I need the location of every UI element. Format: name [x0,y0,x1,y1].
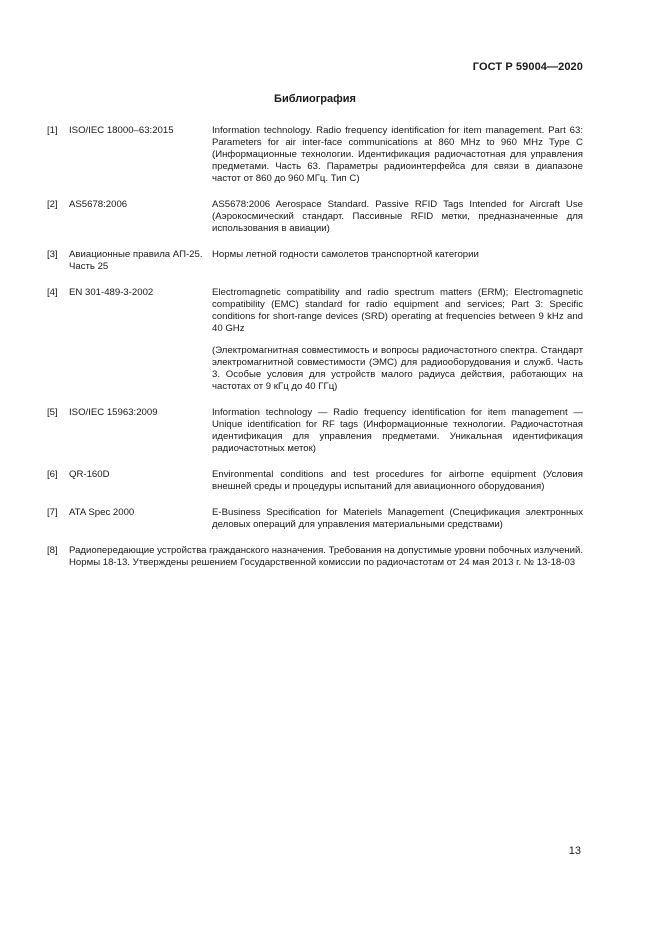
page-number: 13 [568,845,581,857]
reference-description [212,407,583,455]
reference-number: [5] [47,407,58,418]
reference-text: E-Business Specification for Materiels Management (Спецификация электронных деловых операций для управления материальными средствами) [212,507,583,530]
reference-number: [8] [47,545,58,556]
reference-description [212,469,583,493]
reference-text: Electromagnetic compatibility and radio spectrum matters (ERM); Electromagnetic compatibility (EMC) standard for radio equipment and services; Part 3: Specific conditions for short-range devices (SRD) operating at frequencies between 9 kHz and 40 GHz [212,287,583,334]
reference-description [212,199,583,235]
reference-description [212,125,583,185]
reference-description [212,287,583,393]
reference-code: AS5678:2006 [69,199,128,210]
reference-item [47,125,583,185]
reference-code: EN 301-489-3-2002 [69,287,154,298]
reference-text: AS5678:2006 Aerospace Standard. Passive RFID Tags Intended for Aircraft Use (Аэрокосмический стандарт. Пассивные RFID метки, предназначенные для использования в авиации) [212,199,583,234]
reference-number: [6] [47,469,58,480]
reference-text: Радиопередающие устройства гражданского назначения. Требования на допустимые уровни побочных излучений. Нормы 18-13. Утверждены решением Государственной комиссии по радиочастотам от 24 мая 2013 г. № 13-18-03 [69,545,583,568]
reference-text-translation: (Электромагнитная совместимость и вопросы радиочастотного спектра. Стандарт электромагнитной совместимости (ЭМС) для радиооборудования и служб. Часть 3. Особые условия для устройств малого радиуса действия, работающих на частотах от 9 кГц до 40 ГГц) [212,345,583,392]
reference-item [47,545,583,569]
reference-item [47,249,583,273]
reference-description [69,545,583,569]
reference-item [47,507,583,531]
reference-item [47,199,583,235]
reference-code: QR-160D [69,469,110,480]
reference-item [47,407,583,455]
reference-text: Information technology. Radio frequency identification for item management. Part 63: Parameters for air inter-face communications at 860 MHz to 960 MHz Type C (Информационные технологии. Идентификация радиочастотная для управления предметами. Часть 63. Параметры радиоинтерфейса для связи в диапазоне частот от 860 до 960 МГц. Тип С) [212,125,583,184]
reference-text: Нормы летной годности самолетов транспортной категории [212,249,479,260]
reference-description [212,249,583,273]
standard-code: ГОСТ Р 59004—2020 [472,61,583,73]
reference-description [212,507,583,531]
reference-code: ISO/IEC 18000–63:2015 [69,125,174,136]
reference-number: [7] [47,507,58,518]
reference-number: [4] [47,287,58,298]
reference-text: Environmental conditions and test procedures for airborne equipment (Условия внешней среды и процедуры испытаний для авиационного оборудования) [212,469,583,492]
reference-number: [2] [47,199,58,210]
reference-code: ISO/IEC 15963:2009 [69,407,158,418]
reference-code: ATA Spec 2000 [69,507,135,518]
bibliography-list [47,125,583,583]
page-title: Библиография [274,93,356,105]
reference-item [47,469,583,493]
reference-number: [1] [47,125,58,136]
reference-code: Авиационные правила АП-25. Часть 25 [69,249,203,272]
reference-item [47,287,583,393]
reference-text: Information technology — Radio frequency identification for item management — Unique identification for RF tags (Информационные технологии. Радиочастотная идентификация для управления предметами. Уникальная идентификация радиочастотных меток) [212,407,583,454]
reference-number: [3] [47,249,58,260]
